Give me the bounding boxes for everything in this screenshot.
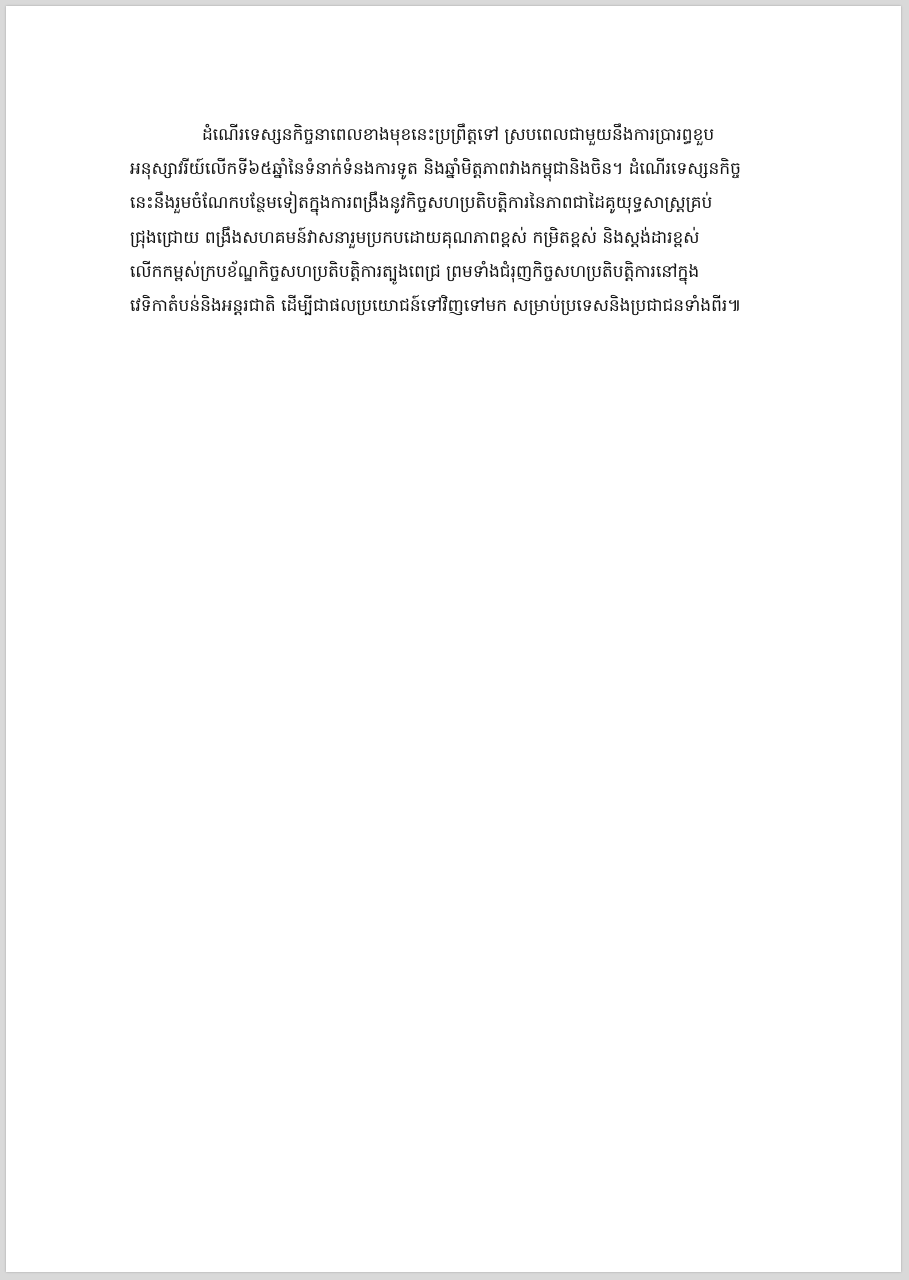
document-page: [6, 6, 901, 1272]
paragraph-line-4: ជ្រុងជ្រោយ ពង្រឹងសហគមន៍វាសនារួមប្រកបដោយគុណភាពខ្ពស់ កម្រិតខ្ពស់ និងស្តង់ដារខ្ពស់: [130, 227, 700, 248]
paragraph-line-5: លើកកម្ពស់ក្របខ័ណ្ឌកិច្ចសហប្រតិបត្តិការត្បូងពេជ្រ ព្រមទាំងជំរុញកិច្ចសហប្រតិបត្តិការនៅក្នុង: [130, 261, 700, 282]
body-paragraph: [130, 118, 812, 323]
paragraph-line-1: ដំណើរទេស្សនកិច្ចនាពេលខាងមុខនេះប្រព្រឹត្តទៅ ស្របពេលជាមួយនឹងការប្រារព្ធខួប: [202, 125, 715, 145]
paragraph-line-3: នេះនឹងរួមចំណែកបន្ថែមទៀតក្នុងការពង្រឹងនូវកិច្ចសហប្រតិបត្តិការនៃភាពជាដៃគូយុទ្ធសាស្ត្រគ្រប់: [130, 193, 713, 214]
paragraph-line-2: អនុស្សាវរីយ៍លើកទី៦៥ឆ្នាំនៃទំនាក់ទំនងការទូត និងឆ្នាំមិត្តភាពវាងកម្ពុជានិងចិន។ ដំណើរទេស្សនកិច្ច: [130, 159, 741, 180]
paragraph-line-6: វេទិកាតំបន់និងអន្តរជាតិ ដើម្បីជាផលប្រយោជន៍ទៅវិញទៅមក សម្រាប់ប្រទេសនិងប្រជាជនទាំងពីរ៕: [130, 296, 742, 317]
